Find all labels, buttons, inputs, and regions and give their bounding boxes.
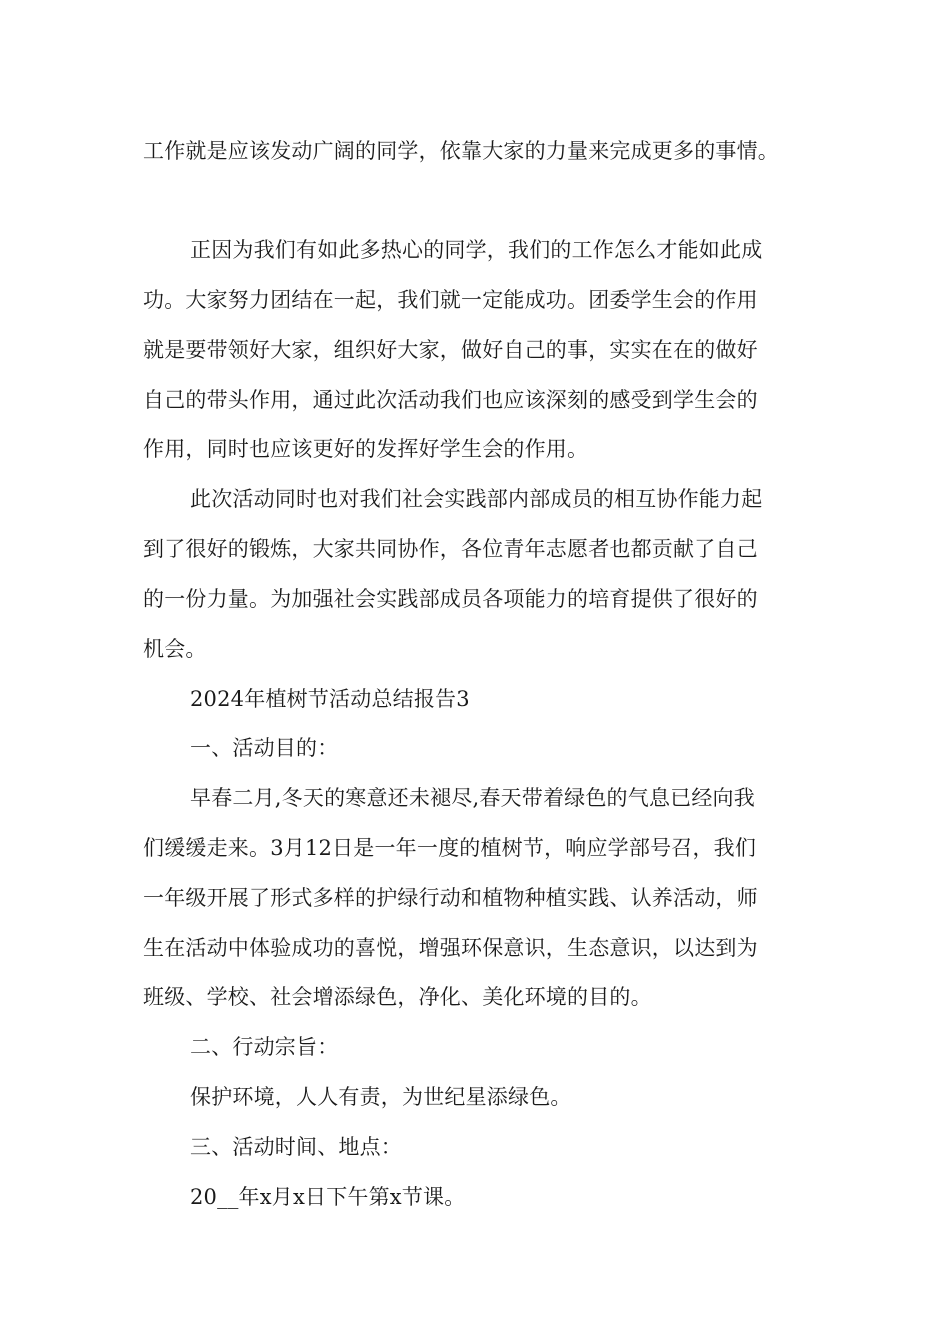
paragraph-line: 20__年x月x日下午第x节课。 [190,1185,466,1209]
paragraph-line: 保护环境，人人有责，为世纪星添绿色。 [190,1085,572,1109]
paragraph-line: 一年级开展了形式多样的护绿行动和植物种植实践、认养活动，师 [143,886,758,910]
paragraph-line: 班级、学校、社会增添绿色，净化、美化环境的目的。 [143,985,652,1009]
paragraph-line: 的一份力量。为加强社会实践部成员各项能力的培育提供了很好的 [143,587,758,611]
paragraph-line: 们缓缓走来。3月12日是一年一度的植树节，响应学部号召，我们 [143,836,757,860]
paragraph-line: 功。大家努力团结在一起，我们就一定能成功。团委学生会的作用 [143,288,758,312]
section-heading: 三、活动时间、地点： [190,1135,402,1159]
paragraph-line: 自己的带头作用，通过此次活动我们也应该深刻的感受到学生会的 [143,388,758,412]
paragraph-line: 工作就是应该发动广阔的同学，依靠大家的力量来完成更多的事情。 [143,139,779,163]
paragraph-line: 此次活动同时也对我们社会实践部内部成员的相互协作能力起 [190,487,763,511]
section-heading: 一、活动目的： [190,736,339,760]
paragraph-line: 早春二月,冬天的寒意还未褪尽,春天带着绿色的气息已经向我 [190,786,755,810]
section-heading: 2024年植树节活动总结报告3 [190,687,470,711]
section-heading: 二、行动宗旨： [190,1035,339,1059]
paragraph-line: 机会。 [143,637,207,661]
paragraph-line: 生在活动中体验成功的喜悦，增强环保意识，生态意识，以达到为 [143,936,758,960]
paragraph-line: 就是要带领好大家，组织好大家，做好自己的事，实实在在的做好 [143,338,758,362]
paragraph-line: 到了很好的锻炼，大家共同协作，各位青年志愿者也都贡献了自己 [143,537,758,561]
paragraph-line: 正因为我们有如此多热心的同学，我们的工作怎么才能如此成 [190,238,763,262]
paragraph-line: 作用，同时也应该更好的发挥好学生会的作用。 [143,437,589,461]
